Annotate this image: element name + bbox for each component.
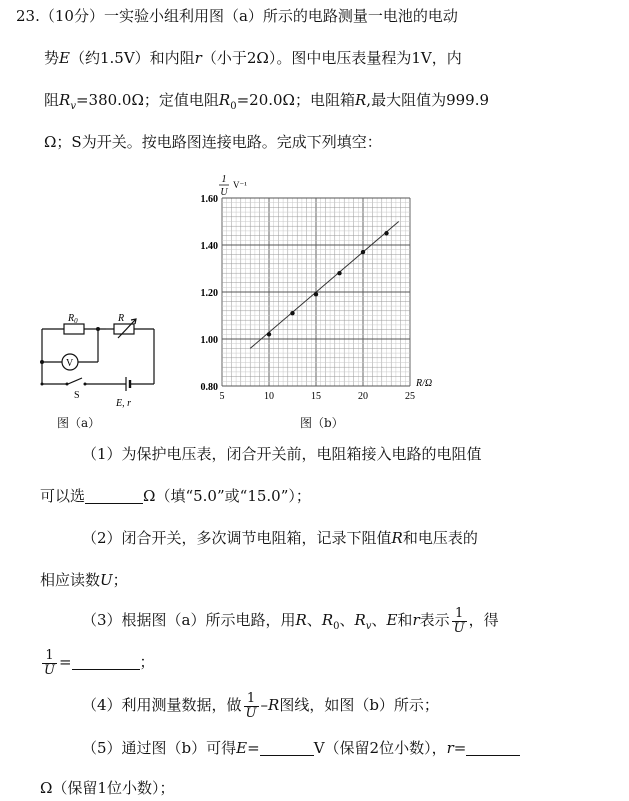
chart-ylabel-unit: V⁻¹ <box>233 180 247 190</box>
part-2-line-2: 相应读数U； <box>40 571 128 589</box>
part-4-line: （4）利用测量数据，做 $\frac{1}{U}$ –R图线，如图（b）所示； <box>82 690 439 721</box>
y-tick-label: 0.80 <box>200 382 218 393</box>
part-1-line-2: 可以选 Ω（填“5.0”或“15.0”）； <box>40 487 311 505</box>
circuit-diagram <box>38 310 160 410</box>
data-point <box>290 311 294 315</box>
chart-ylabel-num: 1 <box>221 174 227 185</box>
label-r0: $R_0$ <box>68 313 78 325</box>
part-3-line-2: $\frac{1}{U}$ = ； <box>44 647 155 678</box>
data-point <box>337 271 341 275</box>
resistor-r0 <box>64 324 84 334</box>
x-tick-label: 25 <box>405 391 415 402</box>
question-line-2: 势E（约1.5V）和内阻r（小于2Ω）。图中电压表量程为1V，内 <box>44 49 462 67</box>
answer-blank-3[interactable] <box>72 653 140 670</box>
data-point <box>267 332 271 336</box>
part-5-line-2: Ω（保留1位小数）； <box>40 779 175 797</box>
question-line-3: 阻$R_v=380.0\Omega$；定值电阻$R_0=20.0\Omega$；电阻箱R,最大阻值为999.9 <box>44 91 490 112</box>
data-point <box>314 292 318 296</box>
switch-icon <box>68 378 82 384</box>
question-line-4: Ω；S为开关。按电路图连接电路。完成下列填空： <box>44 133 382 151</box>
y-tick-label: 1.20 <box>200 288 218 299</box>
x-tick-label: 5 <box>219 391 225 402</box>
data-point <box>361 250 365 254</box>
caption-figure-b: 图（b） <box>300 416 344 430</box>
chart-figure-b <box>180 168 450 408</box>
answer-blank-e[interactable] <box>260 739 314 756</box>
y-tick-label: 1.00 <box>200 335 218 346</box>
x-tick-label: 15 <box>311 391 321 402</box>
data-point <box>384 231 388 235</box>
chart-ylabel-den: U <box>220 187 228 198</box>
y-tick-label: 1.40 <box>200 241 218 252</box>
question-line-1: 23.（10分）一实验小组利用图（a）所示的电路测量一电池的电动 <box>16 7 458 25</box>
y-tick-label: 1.60 <box>200 194 218 205</box>
part-2-line-1: （2）闭合开关，多次调节电阻箱，记录下阻值R和电压表的 <box>82 529 478 547</box>
fraction-1-over-u: $\frac{1}{U}$ <box>453 605 465 636</box>
answer-blank-r[interactable] <box>466 739 520 756</box>
label-v: V <box>66 358 74 369</box>
part-1-line-1: （1）为保护电压表，闭合开关前，电阻箱接入电路的电阻值 <box>82 445 482 463</box>
chart-y-ticks <box>201 194 219 393</box>
chart-points <box>267 231 389 336</box>
caption-figure-a: 图（a） <box>57 416 101 430</box>
chart-xlabel: R/Ω <box>416 378 433 389</box>
x-tick-label: 20 <box>358 391 368 402</box>
x-tick-label: 10 <box>264 391 274 402</box>
label-s: S <box>74 390 80 401</box>
part-3-line-1: （3）根据图（a）所示电路，用R、$R_0$、$R_v$、E和r表示 $\frac{1}{U}$ ，得 <box>82 605 499 636</box>
chart-x-ticks <box>220 391 416 402</box>
answer-blank-1[interactable] <box>85 487 143 504</box>
label-e-r: E, r <box>116 398 131 409</box>
label-r: R <box>118 313 125 324</box>
part-5-line-1: （5）通过图（b）可得E= V（保留2位小数），r= <box>82 738 520 758</box>
